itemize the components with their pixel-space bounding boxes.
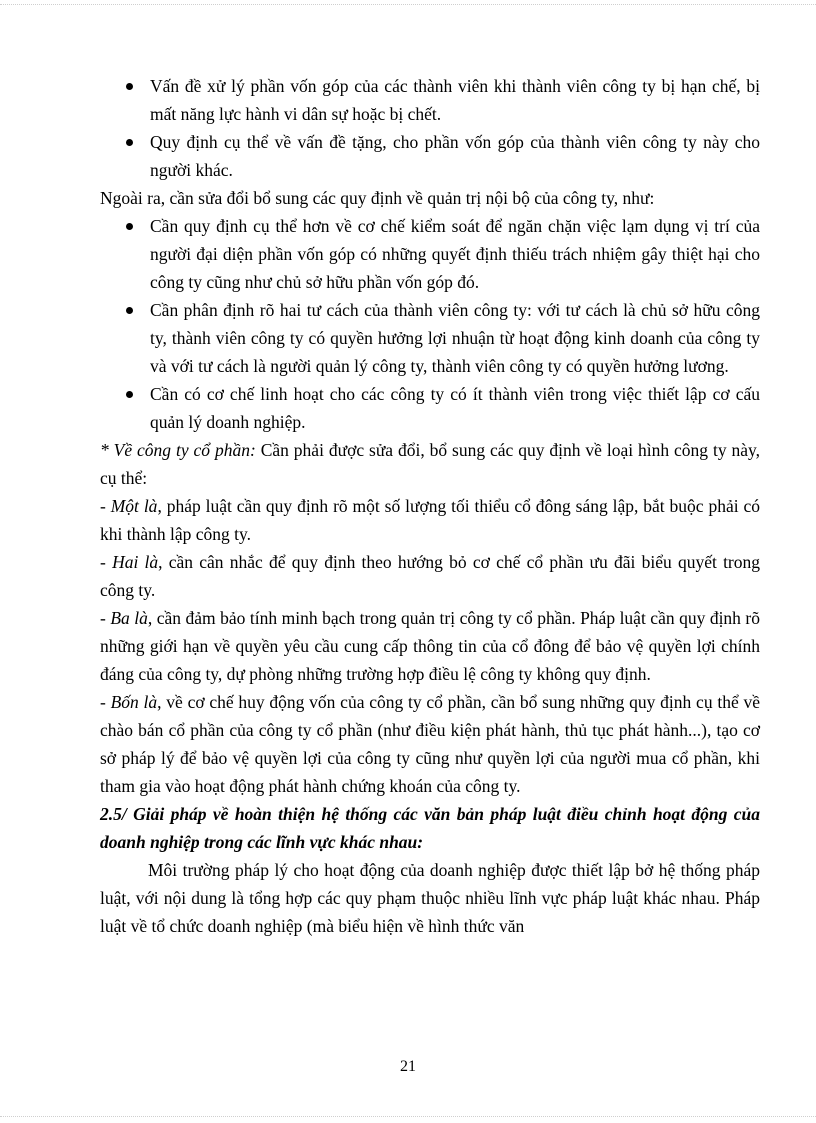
item-paragraph: - Một là, pháp luật cần quy định rõ một số lượng tối thiểu cổ đông sáng lập, bắt buộc phải có khi thành lập công ty. [100, 496, 761, 544]
joint-stock-paragraph: * Về công ty cổ phần: Cần phải được sửa đổi, bổ sung các quy định về loại hình công ty này, cụ thể: [100, 440, 761, 488]
document-page [100, 72, 760, 940]
item-label: Bốn là [110, 692, 158, 712]
list-item: Cần có cơ chế linh hoạt cho các công ty có ít thành viên trong việc thiết lập cơ cấu quản lý doanh nghiệp. [100, 380, 760, 436]
item-paragraph: - Bốn là, về cơ chế huy động vốn của công ty cổ phần, cần bổ sung những quy định cụ thể về chào bán cổ phần của công ty cổ phần (như điều kiện phát hành, thủ tục phát hành...), tạo cơ sở pháp lý để bảo vệ quyền lợi của công ty cũng như quyền lợi của người mua cổ phần, khi tham gia vào hoạt động phát hành chứng khoán của công ty. [100, 692, 760, 796]
intro-paragraph: Ngoài ra, cần sửa đổi bổ sung các quy định về quản trị nội bộ của công ty, như: [100, 188, 655, 208]
bullet-icon [126, 139, 133, 146]
list-item: Vấn đề xử lý phần vốn góp của các thành viên khi thành viên công ty bị hạn chế, bị mất năng lực hành vi dân sự hoặc bị chết. [100, 72, 760, 128]
closing-paragraph: Môi trường pháp lý cho hoạt động của doanh nghiệp được thiết lập bở hệ thống pháp luật, với nội dung là tổng hợp các quy phạm thuộc nhiều lĩnh vực pháp luật khác nhau. Pháp luật về tổ chức doanh nghiệp (mà biểu hiện về hình thức văn [100, 860, 760, 936]
bullet-icon [126, 83, 133, 90]
bullet-list-governance [100, 212, 760, 436]
bullet-icon [126, 391, 133, 398]
item-label: Ba là [110, 608, 148, 628]
item-paragraph: - Ba là, cần đảm bảo tính minh bạch trong quản trị công ty cổ phần. Pháp luật cần quy định rõ những giới hạn về quyền yêu cầu cung cấp thông tin của cổ đông để bảo vệ quyền lợi chính đáng của công ty, dự phòng những trường hợp điều lệ công ty không quy định. [100, 608, 760, 684]
list-item: Cần quy định cụ thể hơn về cơ chế kiểm soát để ngăn chặn việc lạm dụng vị trí của người đại diện phần vốn góp có những quyết định thiếu trách nhiệm gây thiệt hại cho công ty cũng như chủ sở hữu phần vốn góp đó. [100, 212, 760, 296]
item-paragraph: - Hai là, cần cân nhắc để quy định theo hướng bỏ cơ chế cổ phần ưu đãi biểu quyết trong công ty. [100, 552, 761, 600]
top-dotted-border [0, 4, 816, 5]
joint-stock-lead: * Về công ty cổ phần: [100, 440, 256, 460]
page-number: 21 [400, 1058, 416, 1075]
list-item: Cần phân định rõ hai tư cách của thành viên công ty: với tư cách là chủ sở hữu công ty, thành viên công ty có quyền hưởng lợi nhuận từ hoạt động kinh doanh của công ty và với tư cách là người quản lý công ty, thành viên công ty có quyền hưởng lương. [100, 296, 760, 380]
bullet-list-capital [100, 72, 760, 184]
list-item: Quy định cụ thể về vấn đề tặng, cho phần vốn góp của thành viên công ty này cho người khác. [100, 128, 760, 184]
item-label: Hai là [112, 552, 159, 572]
bullet-icon [126, 223, 133, 230]
section-heading: 2.5/ Giải pháp về hoàn thiện hệ thống các văn bản pháp luật điều chỉnh hoạt động của doanh nghiệp trong các lĩnh vực khác nhau: [100, 804, 760, 852]
bullet-icon [126, 307, 133, 314]
bottom-dotted-border [0, 1116, 816, 1117]
item-label: Một là [110, 496, 158, 516]
